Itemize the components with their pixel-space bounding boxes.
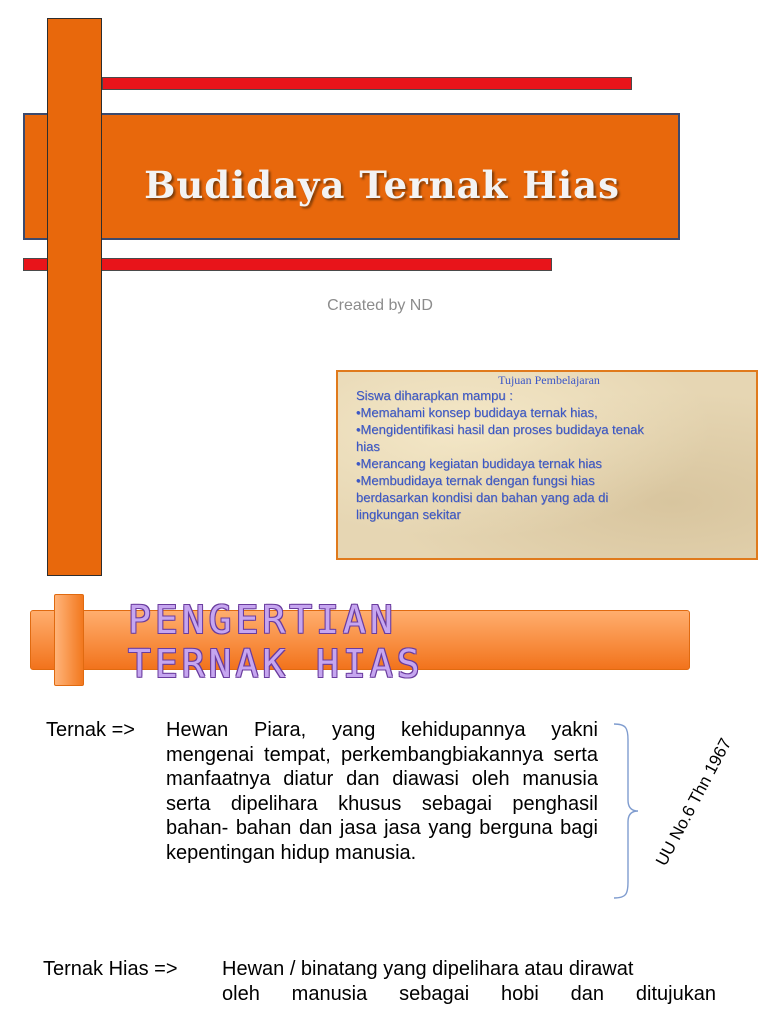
definition-word: oleh: [222, 982, 260, 1005]
section-header-knob: [54, 594, 84, 686]
objective-line: •Merancang kegiatan budidaya ternak hias: [356, 456, 602, 471]
learning-objectives-box: [336, 370, 758, 560]
objective-line: Siswa diharapkan mampu :: [356, 388, 513, 403]
right-brace-icon: [612, 722, 640, 900]
top-red-bar: [102, 77, 632, 90]
definition-word: manusia: [291, 982, 368, 1005]
definition-word: ditujukan: [635, 982, 716, 1005]
definition-word: hobi: [501, 982, 539, 1005]
slide-title: Budidaya Ternak Hias: [144, 163, 620, 207]
objective-line: •Membudidaya ternak dengan fungsi hias: [356, 473, 595, 488]
law-reference-note: UU No.6 Thn 1967: [652, 735, 736, 869]
definition-word: dan: [570, 982, 605, 1005]
definition-line-1: Hewan / binatang yang dipelihara atau dirawat: [222, 958, 634, 980]
vertical-orange-bar: [47, 18, 102, 576]
objective-line: hias: [356, 439, 380, 454]
objective-line: •Memahami konsep budidaya ternak hias,: [356, 405, 598, 420]
objective-line: •Mengidentifikasi hasil dan proses budidaya tenak: [356, 422, 644, 437]
objective-line: lingkungan sekitar: [356, 507, 461, 522]
section-title-line-2: TERNAK HIAS: [128, 642, 424, 686]
definition-text-ternak-hias: [222, 957, 716, 1006]
definition-text-ternak: Hewan Piara, yang kehidupannya yakni mengenai tempat, perkembangbiakannya serta manfaatnya diatur dan diawasi oleh manusia serta dipelihara khusus sebagai penghasil bahan- bahan dan jasa jasa yang berguna bagi kepentingan hidup manusia.: [166, 719, 598, 864]
definition-word: sebagai: [399, 982, 470, 1005]
definition-label-ternak-hias: Ternak Hias =>: [43, 958, 178, 980]
definition-label-ternak: Ternak =>: [46, 719, 135, 741]
section-title-line-1: PENGERTIAN: [128, 598, 397, 642]
section-title: [128, 598, 458, 686]
objective-line: berdasarkan kondisi dan bahan yang ada di: [356, 490, 609, 505]
objectives-heading: Tujuan Pembelajaran: [498, 373, 600, 387]
bottom-red-bar: [23, 258, 552, 271]
definition-line-2: [222, 982, 716, 1007]
author-subtitle: Created by ND: [327, 297, 433, 314]
